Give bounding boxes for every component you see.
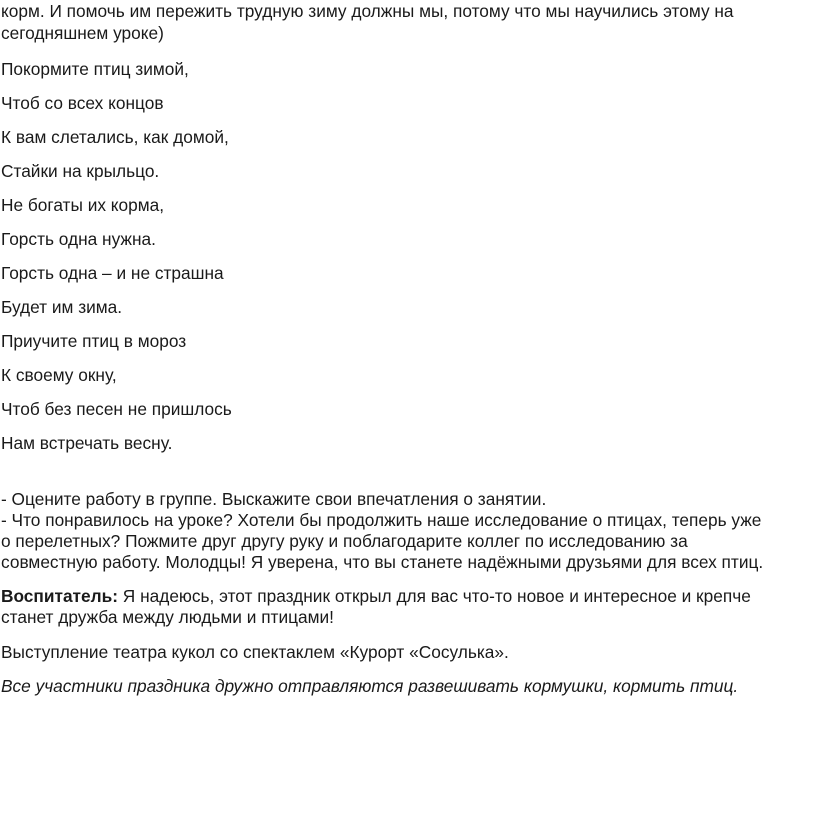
educator-label: Воспитатель:: [1, 586, 118, 606]
poem-line: К своему окну,: [1, 365, 117, 385]
reflection-line-1: - Оцените работу в группе. Выскажите свои впечатления о занятии.: [1, 489, 547, 509]
poem-line: Будет им зима.: [1, 297, 123, 317]
poem-line: Чтоб со всех концов: [1, 93, 164, 113]
educator-line-2: станет дружба между людьми и птицами!: [1, 607, 334, 627]
intro-line-1: корм. И помочь им пережить трудную зиму должны мы, потому что мы научились этому на: [1, 1, 734, 21]
poem-line: Не богаты их корма,: [1, 195, 165, 215]
reflection-line-3: о перелетных? Пожмите друг другу руку и поблагодарите коллег по исследованию за: [1, 531, 688, 551]
reflection-line-2: - Что понравилось на уроке? Хотели бы продолжить наше исследование о птицах, теперь уже: [1, 510, 762, 530]
poem-line: Стайки на крыльцо.: [1, 161, 160, 181]
poem-line: К вам слетались, как домой,: [1, 127, 229, 147]
performance-line: Выступление театра кукол со спектаклем «Курорт «Сосулька».: [1, 642, 509, 662]
poem-line: Приучите птиц в мороз: [1, 331, 187, 351]
reflection-line-4: совместную работу. Молодцы! Я уверена, что вы станете надёжными друзьями для всех птиц.: [1, 552, 764, 572]
poem-line: Горсть одна – и не страшна: [1, 263, 224, 283]
intro-line-2: сегодняшнем уроке): [1, 23, 164, 43]
poem-line: Нам встречать весну.: [1, 433, 173, 453]
closing-line: Все участники праздника дружно отправляются развешивать кормушки, кормить птиц.: [1, 676, 739, 696]
educator-text-1: Я надеюсь, этот праздник открыл для вас что-то новое и интересное и крепче: [118, 586, 751, 606]
poem-line: Чтоб без песен не пришлось: [1, 399, 232, 419]
educator-line-1: [1, 585, 751, 607]
poem-line: Покормите птиц зимой,: [1, 59, 189, 79]
poem-line: Горсть одна нужна.: [1, 229, 156, 249]
